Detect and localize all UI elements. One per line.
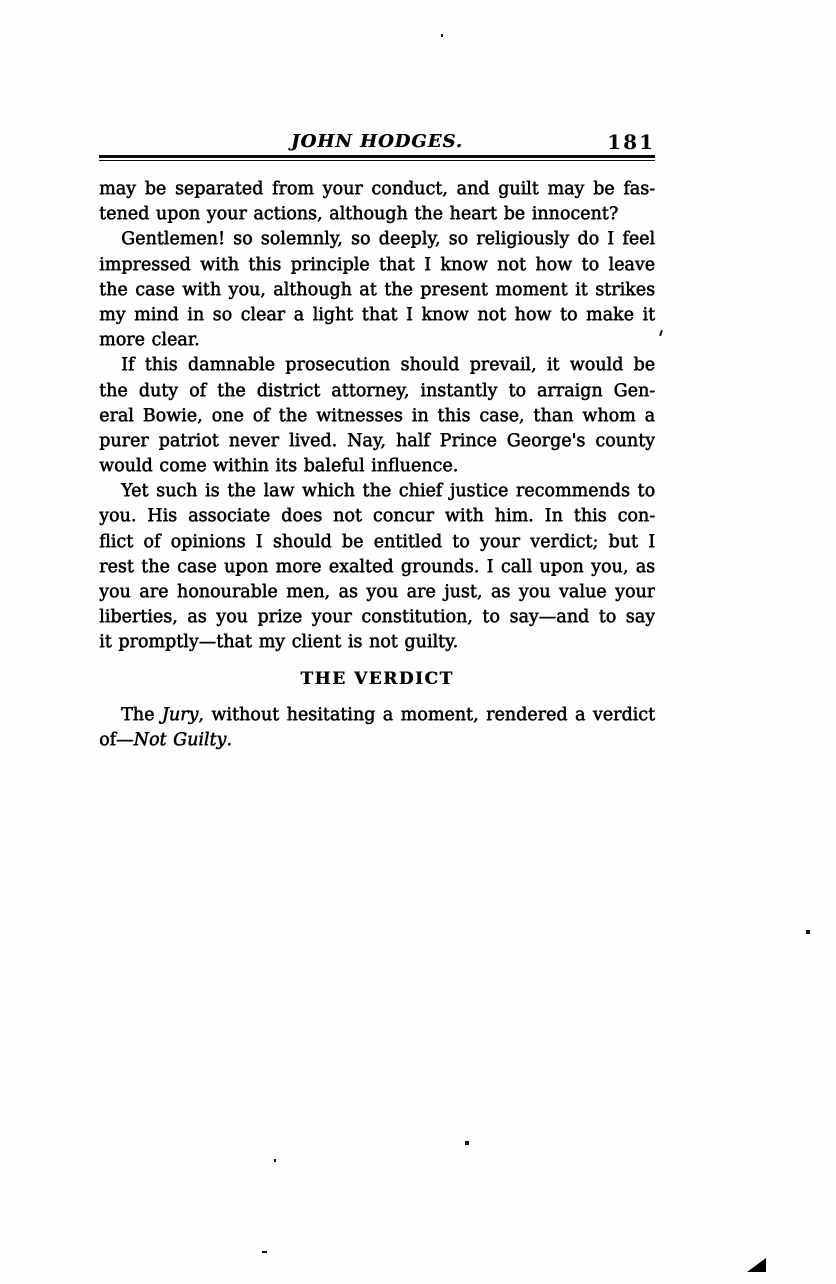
text-segment: liberties, as you prize your constitution, to say—and to say — [99, 607, 655, 628]
text-line — [99, 353, 655, 378]
page-body — [99, 177, 655, 753]
header-rule — [99, 155, 655, 161]
text-line — [99, 605, 655, 630]
text-line — [99, 202, 655, 227]
text-line — [99, 479, 655, 504]
ink-speck — [441, 34, 443, 37]
text-line — [99, 253, 655, 278]
text-segment: Yet such is the law which the chief justice recommends to — [121, 481, 655, 502]
page-number: 181 — [607, 130, 655, 154]
paragraph — [99, 177, 655, 227]
text-line — [99, 429, 655, 454]
text-segment: more clear. — [99, 330, 200, 351]
text-line — [99, 177, 655, 202]
text-column — [99, 132, 655, 753]
text-segment: would come within its baleful influence. — [99, 456, 459, 477]
text-line — [99, 404, 655, 429]
text-segment: the case with you, although at the present moment it strikes — [99, 279, 655, 300]
text-line — [99, 454, 655, 479]
italic-text: Not Guilty — [133, 729, 227, 750]
text-segment: tened upon your actions, although the heart be innocent? — [99, 204, 619, 225]
text-segment: The — [121, 704, 162, 725]
text-line — [99, 328, 655, 353]
text-line — [99, 379, 655, 404]
text-line — [99, 303, 655, 328]
text-line — [99, 630, 655, 655]
text-segment: If this damnable prosecution should prevail, it would be — [121, 355, 655, 376]
text-segment: rest the case upon more exalted grounds. I call upon you, as — [99, 556, 655, 577]
text-line — [99, 728, 655, 753]
text-segment: , without hesitating a moment, rendered a verdict — [198, 704, 655, 725]
page-corner-scan-artifact — [747, 1258, 766, 1272]
running-title: JOHN HODGES. — [291, 131, 463, 152]
text-line — [99, 530, 655, 555]
text-segment: my mind in so clear a light that I know not how to make it — [99, 304, 655, 325]
text-segment: it promptly—that my client is not guilty. — [99, 632, 459, 653]
paragraph — [99, 479, 655, 655]
paragraph — [99, 703, 655, 753]
text-line — [99, 504, 655, 529]
text-segment: . — [226, 729, 232, 750]
text-line — [99, 580, 655, 605]
text-segment: you. His associate does not concur with him. In this con- — [99, 506, 655, 527]
text-line — [99, 227, 655, 252]
text-segment: impressed with this principle that I know not how to leave — [99, 254, 655, 275]
text-line — [99, 703, 655, 728]
text-segment: may be separated from your conduct, and guilt may be fas- — [99, 179, 655, 199]
ink-speck — [659, 330, 663, 336]
text-segment: purer patriot never lived. Nay, half Prince George's county — [99, 430, 655, 451]
section-heading: THE VERDICT — [300, 668, 454, 689]
italic-text: Jury — [161, 704, 199, 725]
text-segment: eral Bowie, one of the witnesses in this case, than whom a — [99, 405, 655, 426]
paragraph — [99, 353, 655, 479]
text-segment: flict of opinions I should be entitled to your verdict; but I — [99, 531, 655, 552]
paragraph — [99, 227, 655, 353]
text-segment: you are honourable men, as you are just, as you value your — [99, 582, 655, 602]
page-header — [99, 132, 655, 152]
ink-speck — [806, 930, 810, 934]
ink-speck — [262, 1251, 267, 1253]
ink-speck — [465, 1141, 469, 1145]
text-segment: Gentlemen! so solemnly, so deeply, so religiously do I feel — [121, 229, 655, 250]
ink-speck — [274, 1159, 276, 1162]
text-line — [99, 555, 655, 580]
text-segment: of— — [99, 729, 134, 750]
text-segment: the duty of the district attorney, instantly to arraign Gen- — [99, 380, 655, 401]
text-line — [99, 278, 655, 303]
